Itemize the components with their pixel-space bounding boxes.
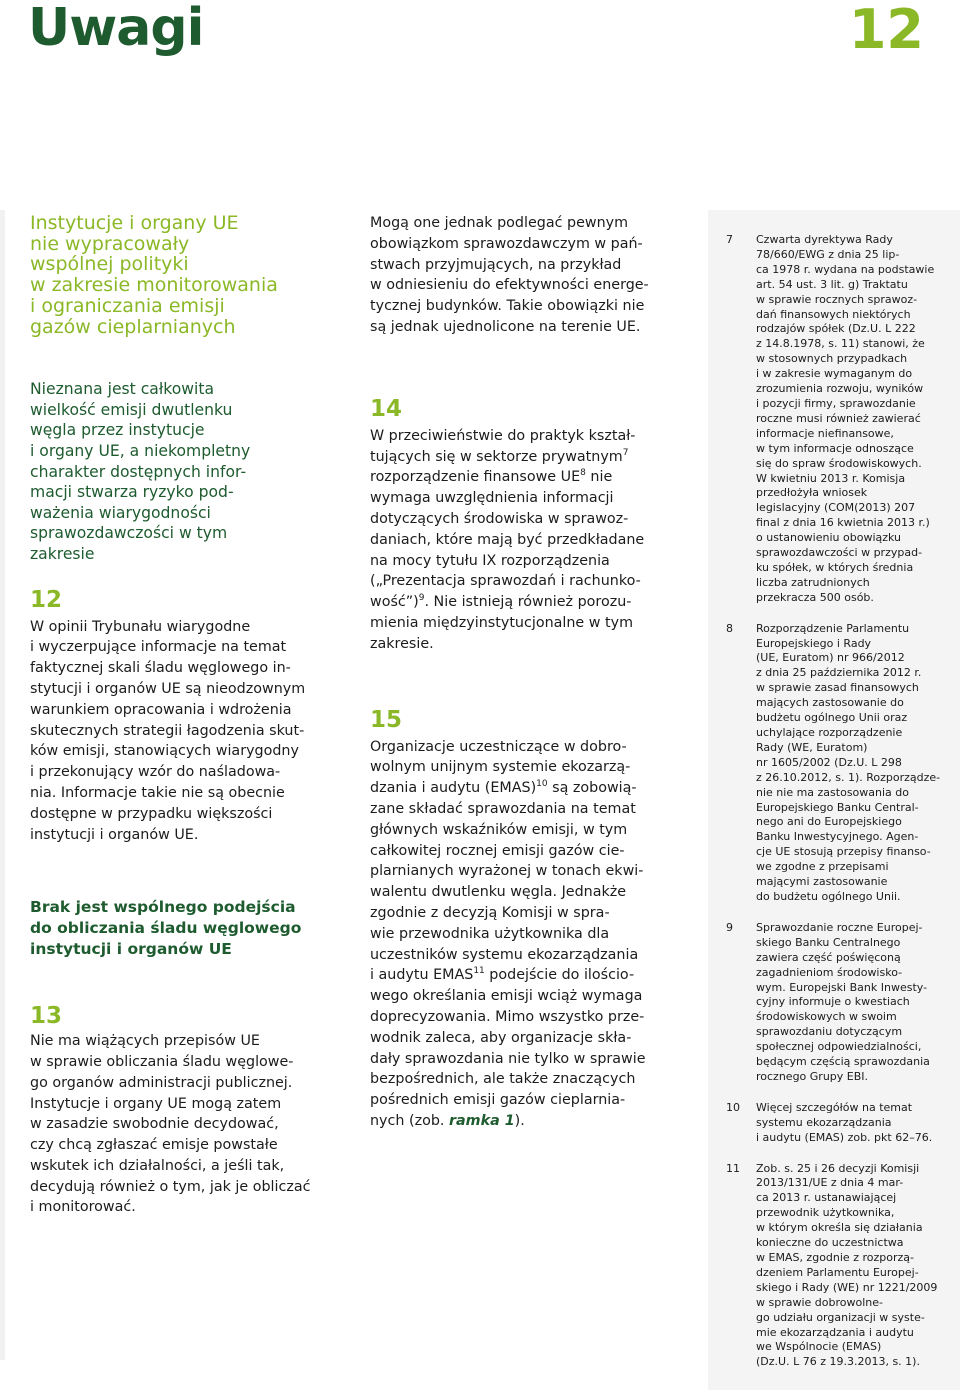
footnote-line: do budżetu ogólnego Unii.	[756, 889, 901, 903]
footnotes-column	[726, 233, 958, 1370]
left-column	[30, 213, 348, 1218]
footnote-line: w tym informacje odnoszące	[756, 441, 914, 455]
text-span: i audytu EMAS	[370, 967, 474, 984]
footnote-line: legislacyjny (COM(2013) 207	[756, 501, 916, 515]
footnote-ref-8[interactable]: 8	[580, 468, 586, 479]
box-reference-link[interactable]: ramka 1	[448, 1112, 515, 1129]
paragraph-14	[370, 426, 690, 655]
footnote-line: przekracza 500 osób.	[756, 590, 874, 604]
text-line	[370, 592, 690, 613]
footnote-line: we Wspólnocie (EMAS)	[756, 1340, 882, 1354]
footnote-line: i w zakresie wymaganym do	[756, 367, 913, 381]
text-line: uczestników systemu ekozarządzania	[370, 946, 639, 963]
footnote-line: zawiera część poświęconą	[756, 950, 901, 964]
paragraph-12	[30, 617, 348, 846]
left-margin-rule	[0, 210, 5, 1360]
heading-line: w zakresie monitorowania	[30, 274, 278, 297]
footnote-line: nie nie ma zastosowania do	[756, 785, 910, 799]
text-line: („Prezentacja sprawozdań i rachunko-	[370, 573, 641, 590]
footnote-7	[726, 233, 958, 606]
footnote-line: systemu ekozarządzania	[756, 1115, 892, 1129]
teaser-line: węgla przez instytucje	[30, 421, 205, 440]
footnote-line: liczba zatrudnionych	[756, 575, 870, 589]
footnote-line: informacje niefinansowe,	[756, 426, 894, 440]
text-line	[370, 447, 690, 468]
footnote-number: 10	[726, 1100, 740, 1114]
footnote-line: wym. Europejski Bank Inwesty-	[756, 980, 928, 994]
paragraph-15	[370, 737, 690, 1132]
footnote-line: ku spółek, w których średnia	[756, 560, 914, 574]
text-line: warunkiem opracowania i wdrożenia	[30, 701, 292, 718]
footnote-line: w którym określa się działania	[756, 1221, 923, 1235]
footnote-line: w EMAS, zgodnie z rozporzą-	[756, 1251, 914, 1264]
footnote-line: 78/660/EWG z dnia 25 lip-	[756, 247, 900, 261]
footnote-text	[756, 1101, 932, 1146]
footnote-line: społecznej odpowiedzialności,	[756, 1040, 922, 1054]
teaser-line: Nieznana jest całkowita	[30, 380, 215, 399]
text-line: walentu dwutlenku węgla. Jednakże	[370, 884, 627, 901]
subheading-line: instytucji i organów UE	[30, 939, 232, 958]
text-line	[370, 467, 690, 488]
footnote-line: z dnia 25 października 2012 r.	[756, 666, 922, 680]
footnote-ref-7[interactable]: 7	[622, 447, 629, 458]
footnote-line: final z dnia 16 kwietnia 2013 r.)	[756, 516, 930, 530]
footnote-line: art. 54 ust. 3 lit. g) Traktatu	[756, 277, 908, 291]
text-line: dały sprawozdania nie tylko w sprawie	[370, 1050, 646, 1067]
footnote-line: ca 2013 r. ustanawiającej	[756, 1191, 897, 1205]
footnote-line: mającymi zastosowanie	[756, 875, 888, 889]
footnote-line: (UE, Euratom) nr 966/2012	[756, 651, 905, 665]
footnote-line: zrozumienia rozwoju, wyników	[756, 382, 924, 396]
text-line	[370, 1111, 690, 1132]
footnote-line: Europejskiego i Rady	[756, 636, 872, 650]
text-line: tycznej budynków. Takie obowiązki nie	[370, 298, 645, 315]
footnote-line: w sprawie rocznych sprawoz-	[756, 292, 918, 306]
footnote-line: W kwietniu 2013 r. Komisja	[756, 471, 906, 485]
footnote-line: w stosownych przypadkach	[756, 352, 908, 366]
text-span: podejście do ilościo-	[484, 967, 635, 984]
footnote-ref-10[interactable]: 10	[536, 779, 548, 790]
text-line: pośrednich emisji gazów cieplarnia-	[370, 1092, 626, 1109]
paragraph-13	[30, 1031, 348, 1218]
text-line: dotyczących środowiska w sprawoz-	[370, 510, 629, 527]
footnote-line: w sprawie zasad finansowych	[756, 681, 919, 695]
footnote-line: w sprawie dobrowolne-	[756, 1295, 883, 1309]
footnote-line: (Dz.U. L 76 z 19.3.2013, s. 1).	[756, 1355, 920, 1369]
text-line	[370, 965, 690, 986]
text-line: go organów administracji publicznej.	[30, 1074, 293, 1091]
teaser-line: zakresie	[30, 544, 95, 563]
footnote-line: się do spraw środowiskowych.	[756, 456, 922, 470]
text-line: wymaga uwzględnienia informacji	[370, 490, 614, 507]
teaser-line: charakter dostępnych infor-	[30, 462, 247, 481]
text-line: wskutek ich działalności, a jeśli tak,	[30, 1157, 285, 1174]
text-line: plarnianych wyrażonej w tonach ekwi-	[370, 863, 644, 880]
footnote-line: sprawozdawczości w przypad-	[756, 546, 923, 560]
text-span: wość”)	[370, 594, 419, 611]
footnote-line: Europejskiego Banku Central-	[756, 800, 919, 814]
text-line: głównych wskaźników emisji, w tym	[370, 821, 628, 838]
footnote-line: we zgodne z przepisami	[756, 860, 889, 874]
footnote-line: 2013/131/UE z dnia 4 mar-	[756, 1176, 904, 1190]
text-line: obowiązkom sprawozdawczym w pań-	[370, 235, 643, 252]
footnote-line: Sprawozdanie roczne Europej-	[756, 920, 923, 934]
subheading	[30, 897, 348, 959]
footnote-line: z 14.8.1978, s. 11) stanowi, że	[756, 337, 925, 351]
footnote-line: budżetu ogólnego Unii oraz	[756, 711, 908, 725]
text-line: i monitorować.	[30, 1199, 136, 1216]
footnote-line: uchylające rozporządzenie	[756, 726, 903, 739]
heading-line: Instytucje i organy UE	[30, 212, 239, 234]
text-line: stwach przyjmujących, na przykład	[370, 256, 622, 273]
text-span: nie	[585, 469, 613, 486]
footnote-number: 8	[726, 621, 733, 635]
footnote-text	[756, 1162, 937, 1371]
footnote-number: 7	[726, 233, 733, 246]
paragraph-number-15: 15	[370, 706, 403, 733]
text-line: instytucji i organów UE.	[30, 826, 199, 843]
footnote-text	[756, 233, 934, 606]
teaser-line: i organy UE, a niekompletny	[30, 442, 251, 460]
text-line: W przeciwieństwie do praktyk kształ-	[370, 427, 636, 444]
text-line: faktycznej skali śladu węglowego in-	[30, 660, 291, 677]
footnote-line: Banku Inwestycyjnego. Agen-	[756, 830, 919, 844]
paragraph-number-12: 12	[30, 586, 63, 613]
text-line: i wyczerpujące informacje na temat	[30, 639, 287, 656]
text-line: wego określania emisji wciąż wymaga	[370, 988, 643, 1005]
footnote-line: o ustanowieniu obowiązku	[756, 531, 902, 545]
footnote-line: rocznego Grupy EBI.	[756, 1069, 869, 1083]
section-teaser	[30, 379, 348, 564]
text-line: nia. Informacje takie nie są obecnie	[30, 784, 285, 801]
footnote-text	[756, 921, 930, 1085]
footnote-line: z 26.10.2012, s. 1). Rozporządze-	[756, 770, 941, 784]
footnote-line: nr 1605/2002 (Dz.U. L 298	[756, 755, 902, 769]
footnote-10	[726, 1101, 958, 1146]
teaser-line: ważenia wiarygodności	[30, 503, 211, 522]
footnote-line: mających zastosowanie do	[756, 696, 904, 710]
text-line: na mocy tytułu IX rozporządzenia	[370, 552, 610, 569]
middle-column	[370, 213, 690, 1132]
footnote-line: ca 1978 r. wydana na podstawie	[756, 262, 935, 276]
footnote-line: skiego Banku Centralnego	[756, 935, 901, 949]
teaser-line: wielkość emisji dwutlenku	[30, 400, 233, 419]
text-line: wodnik zaleca, aby organizacje skła-	[370, 1029, 632, 1046]
footnote-line: i pozycji firmy, sprawozdanie	[756, 396, 916, 410]
text-line: Organizacje uczestniczące w dobro-	[370, 738, 627, 755]
footnote-line: i audytu (EMAS) zob. pkt 62–76.	[756, 1130, 933, 1144]
footnote-line: Rozporządzenie Parlamentu	[756, 621, 910, 635]
footnote-line: Zob. s. 25 i 26 decyzji Komisji	[756, 1161, 920, 1175]
intro-paragraph	[370, 213, 690, 338]
text-line: wie przewodnika użytkownika dla	[370, 925, 610, 942]
text-span: są zobowią-	[547, 780, 637, 797]
text-line: w sprawie obliczania śladu węglowe-	[30, 1053, 294, 1070]
footnote-9	[726, 921, 958, 1085]
footnote-line: konieczne do uczestnictwa	[756, 1236, 904, 1250]
footnote-line: skiego i Rady (WE) nr 1221/2009	[756, 1280, 938, 1294]
footnote-line: Więcej szczegółów na temat	[756, 1100, 913, 1114]
footnote-line: nego ani do Europejskiego	[756, 815, 902, 829]
text-line: decydują również o tym, jak je obliczać	[30, 1178, 311, 1195]
footnote-line: przedłożyła wniosek	[756, 486, 868, 500]
footnote-line: roczne musi również zawierać	[756, 411, 921, 425]
text-span: tujących się w sektorze prywatnym	[370, 448, 623, 465]
text-span: ).	[514, 1112, 525, 1129]
footnote-line: cyjny informuje o kwestiach	[756, 995, 910, 1009]
footnote-line: dań finansowych niektórych	[756, 307, 911, 321]
footnote-line: Rady (WE, Euratom)	[756, 740, 868, 754]
text-line: w zasadzie swobodnie decydować,	[30, 1116, 279, 1133]
footnote-line: przewodnik użytkownika,	[756, 1206, 895, 1220]
footnote-ref-11[interactable]: 11	[473, 966, 485, 977]
footnote-line: zagadnieniom środowisko-	[756, 965, 903, 979]
footnote-8	[726, 622, 958, 905]
text-line: całkowitej rocznej emisji gazów cie-	[370, 842, 625, 859]
text-line: w odniesieniu do efektywności energe-	[370, 277, 649, 294]
page-title: Uwagi	[28, 0, 204, 58]
text-line: daniach, które mają być przedkładane	[370, 531, 645, 548]
text-span: nych (zob.	[370, 1112, 449, 1129]
heading-line: i ograniczania emisji	[30, 294, 225, 317]
text-line: zakresie.	[370, 635, 434, 652]
text-line: stytucji i organów UE są nieodzownym	[30, 680, 306, 697]
heading-line: nie wypracowały	[30, 232, 190, 255]
footnote-line: będącym częścią sprawozdania	[756, 1055, 930, 1069]
paragraph-number-14: 14	[370, 395, 403, 422]
text-line: Instytucje i organy UE mogą zatem	[30, 1095, 282, 1112]
text-span: rozporządzenie finansowe UE	[370, 469, 581, 486]
text-line: zane składać sprawozdania na temat	[370, 800, 636, 817]
text-line: i przekonujący wzór do naśladowa-	[30, 764, 281, 781]
subheading-line: Brak jest wspólnego podejścia	[30, 898, 296, 917]
text-line: zgodnie z decyzją Komisji w spra-	[370, 904, 610, 921]
footnote-line: środowiskowych w swoim	[756, 1010, 897, 1024]
footnote-line: rodzajów spółek (Dz.U. L 222	[756, 322, 916, 336]
teaser-line: sprawozdawczości w tym	[30, 524, 228, 543]
text-line: czy chcą zgłaszać emisje powstałe	[30, 1137, 278, 1154]
footnote-number: 11	[726, 1161, 740, 1175]
text-line: Nie ma wiążących przepisów UE	[30, 1033, 260, 1050]
footnote-line: mie ekozarządzania i audytu	[756, 1325, 914, 1339]
text-line: dostępne w przypadku większości	[30, 805, 273, 822]
subheading-line: do obliczania śladu węglowego	[30, 918, 302, 937]
heading-line: gazów cieplarnianych	[30, 315, 236, 338]
section-heading	[30, 213, 348, 337]
text-line: skutecznych strategii łagodzenia skut-	[30, 722, 305, 739]
footnote-line: Czwarta dyrektywa Rady	[756, 233, 893, 246]
text-span: dzania i audytu (EMAS)	[370, 780, 537, 797]
page-number: 12	[848, 0, 924, 61]
footnote-11	[726, 1162, 958, 1371]
footnote-line: go udziału organizacji w syste-	[756, 1310, 925, 1324]
text-line: doprecyzowania. Mimo wszystko prze-	[370, 1008, 645, 1025]
footnote-ref-9[interactable]: 9	[418, 593, 425, 604]
footnote-number: 9	[726, 920, 733, 934]
footnote-line: dzeniem Parlamentu Europej-	[756, 1265, 919, 1279]
text-line: ków emisji, stanowiących wiarygodny	[30, 743, 299, 760]
text-line: są jednak ujednolicone na terenie UE.	[370, 318, 641, 335]
text-line	[370, 778, 690, 799]
text-line: mienia międzyinstytucjonalne w tym	[370, 614, 633, 631]
text-line: wolnym unijnym systemie ekozarzą-	[370, 759, 631, 776]
footnote-line: sprawozdaniu dotyczącym	[756, 1025, 903, 1039]
text-line: W opinii Trybunału wiarygodne	[30, 618, 251, 635]
heading-line: wspólnej polityki	[30, 253, 189, 276]
footnote-line: cje UE stosują przepisy finanso-	[756, 845, 931, 859]
text-line: Mogą one jednak podlegać pewnym	[370, 215, 629, 231]
paragraph-number-13: 13	[30, 1003, 63, 1030]
text-line: bezpośrednich, ale także znaczących	[370, 1071, 636, 1088]
teaser-line: macji stwarza ryzyko pod-	[30, 483, 234, 502]
footnote-text	[756, 622, 940, 905]
text-span: . Nie istnieją również porozu-	[424, 594, 632, 611]
